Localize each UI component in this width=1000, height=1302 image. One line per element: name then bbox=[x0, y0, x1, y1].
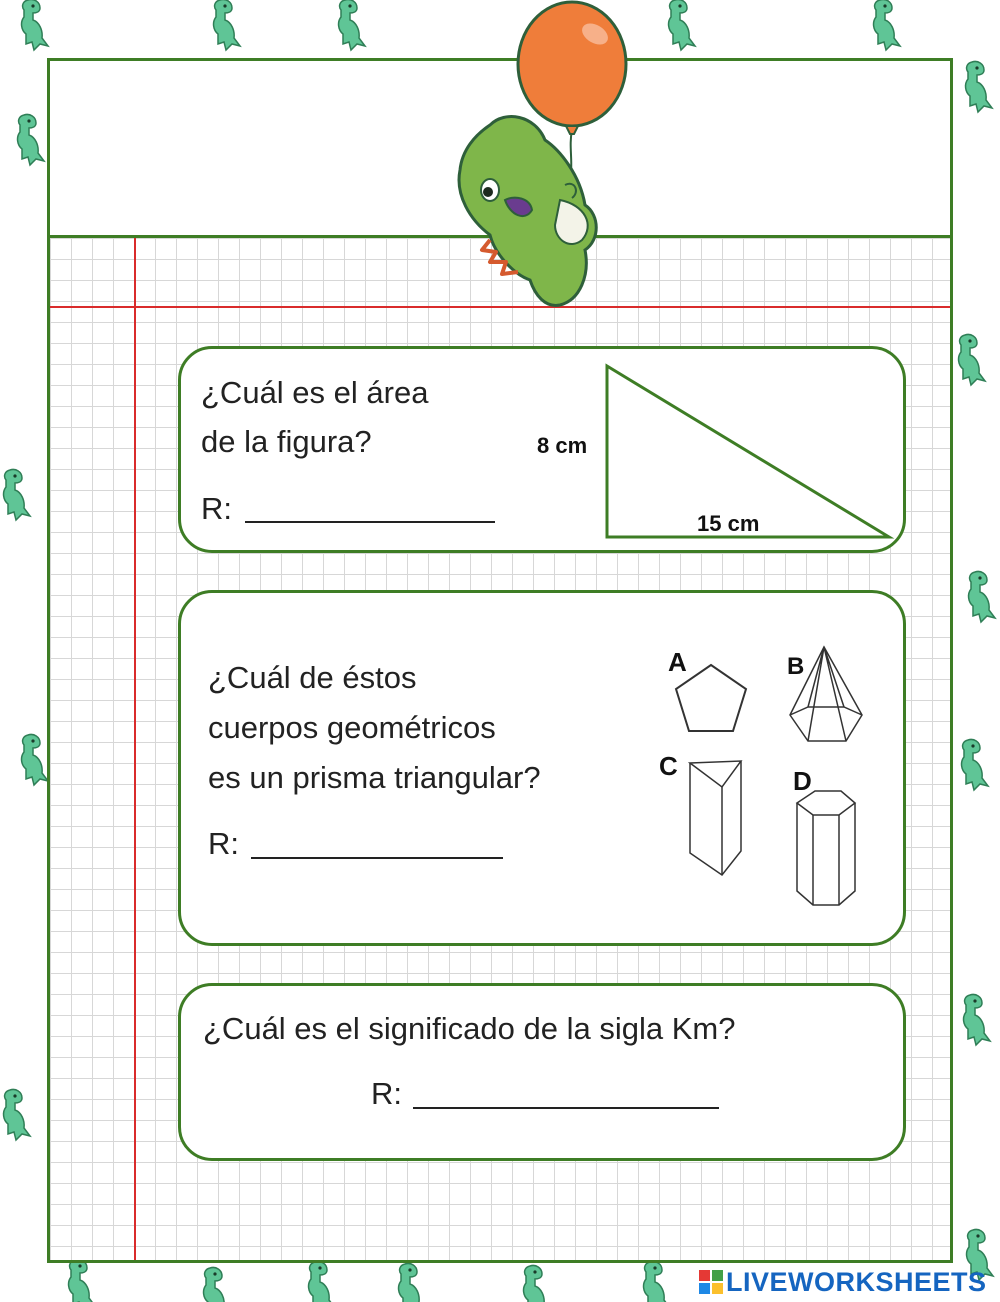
hexagonal-prism-icon bbox=[793, 783, 859, 908]
question-3-answer-label: R: bbox=[371, 1076, 402, 1111]
question-2-text-line-2: cuerpos geométricos bbox=[208, 710, 496, 745]
watermark-text: LIVEWORKSHEETS bbox=[726, 1266, 987, 1297]
liveworksheets-logo-icon bbox=[698, 1269, 724, 1295]
question-1-answer-input[interactable] bbox=[245, 521, 495, 523]
question-1-text-line-2: de la figura? bbox=[201, 424, 372, 459]
pentagonal-pyramid-icon bbox=[786, 643, 866, 753]
question-2-answer-input[interactable] bbox=[251, 857, 503, 859]
triangle-height-label: 8 cm bbox=[537, 433, 588, 458]
question-2-text-line-3: es un prisma triangular? bbox=[208, 760, 541, 795]
option-a-label: A bbox=[668, 647, 687, 677]
dinosaur-balloon-illustration bbox=[450, 0, 640, 315]
question-1-answer-label: R: bbox=[201, 491, 232, 526]
question-3-answer-input[interactable] bbox=[413, 1107, 719, 1109]
liveworksheets-watermark bbox=[698, 1267, 987, 1297]
margin-line-vertical bbox=[134, 238, 136, 1260]
right-triangle-figure bbox=[601, 361, 901, 546]
option-c-label: C bbox=[659, 751, 678, 781]
question-3-card bbox=[178, 983, 906, 1161]
option-b-label: B bbox=[787, 653, 805, 680]
question-1-card bbox=[178, 346, 906, 553]
question-2-answer-label: R: bbox=[208, 826, 239, 861]
option-d-label: D bbox=[793, 766, 812, 796]
question-3-text: ¿Cuál es el significado de la sigla Km? bbox=[203, 1011, 736, 1046]
pentagon-shape-icon bbox=[671, 661, 751, 736]
triangular-prism-icon bbox=[686, 755, 751, 880]
triangle-base-label: 15 cm bbox=[697, 511, 760, 536]
question-2-text-line-1: ¿Cuál de éstos bbox=[208, 660, 417, 695]
question-2-card bbox=[178, 590, 906, 946]
question-1-text-line-1: ¿Cuál es el área bbox=[201, 375, 429, 410]
